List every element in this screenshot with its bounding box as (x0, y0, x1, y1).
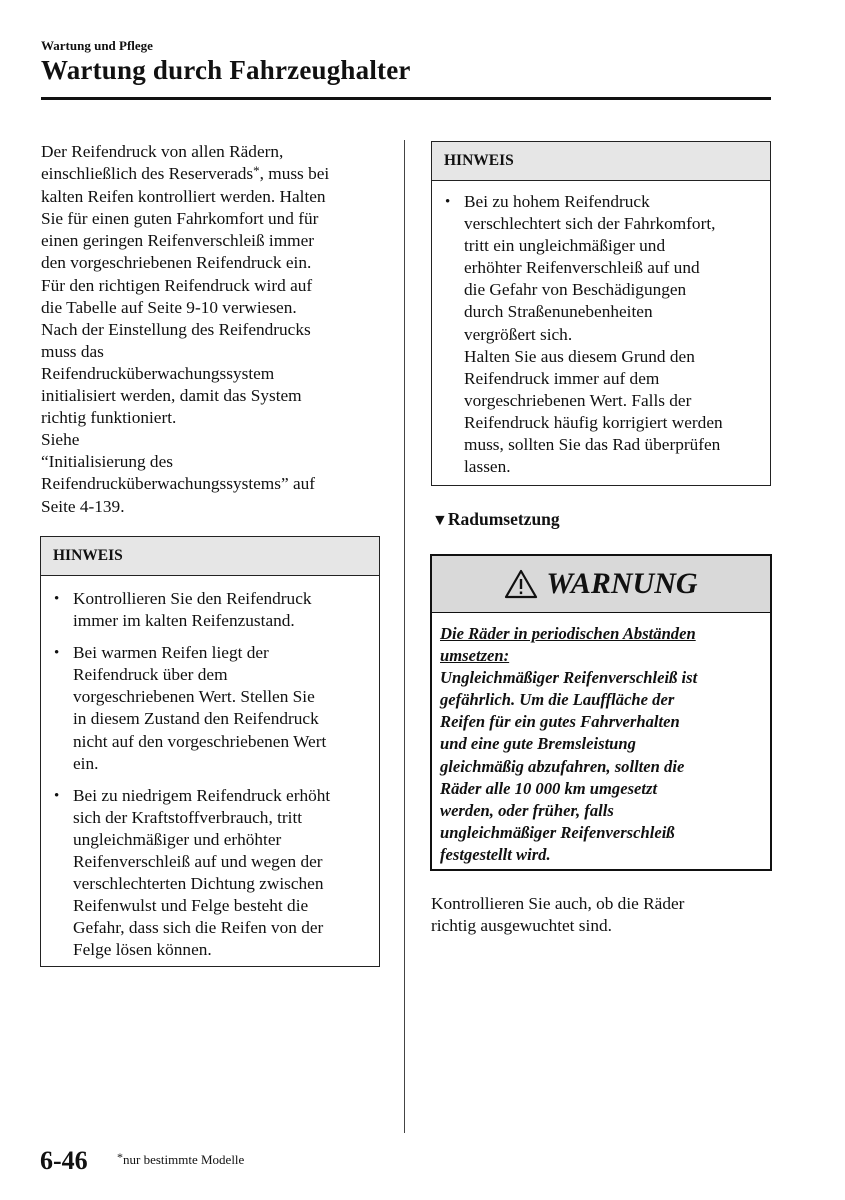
text-line: Halten Sie aus diesem Grund den (464, 346, 695, 366)
text-line: Für den richtigen Reifendruck wird auf (41, 275, 313, 295)
warning-heading-line: umsetzen: (440, 646, 510, 666)
text-line: richtig funktioniert. (41, 408, 177, 428)
footnote-text: nur bestimmte Modelle (123, 1152, 245, 1167)
hinweis-item (432, 191, 770, 478)
intro-text-block (41, 141, 381, 518)
text-line: initialisiert werden, damit das System (41, 386, 302, 406)
text-line: gefährlich. Um die Lauffläche der (440, 690, 675, 710)
text-line: lassen. (464, 457, 511, 477)
text-line: ein. (73, 753, 99, 773)
hinweis-box-left (40, 536, 380, 967)
reference-star-marker: * (253, 163, 260, 179)
text-line: werden, oder früher, falls (440, 800, 614, 820)
text-line (41, 163, 381, 186)
footnote (117, 1152, 244, 1168)
text-line: richtig ausgewuchtet sind. (431, 916, 612, 936)
text-fragment: , muss bei (259, 164, 330, 184)
text-line: muss das (41, 341, 104, 361)
text-line: Reifendruck immer auf dem (464, 368, 660, 388)
text-line: Nach der Einstellung des Reifendrucks (41, 319, 311, 339)
text-line: in diesem Zustand den Reifendruck (73, 709, 319, 729)
hinweis-list (41, 576, 379, 962)
hinweis-title: HINWEIS (41, 537, 379, 576)
warning-title: WARNUNG (546, 567, 698, 600)
text-line: kalten Reifen kontrolliert werden. Halten (41, 187, 326, 207)
text-line: gleichmäßig abzufahren, sollten die (440, 756, 685, 776)
text-line: Reifendrucküberwachungssystem (41, 363, 275, 383)
text-line: festgestellt wird. (440, 844, 551, 864)
hinweis-item (41, 642, 379, 775)
text-line: Siehe (41, 430, 80, 450)
warning-header (432, 556, 770, 613)
text-line: verschlechterten Dichtung zwischen (73, 874, 324, 894)
warning-body (432, 613, 770, 866)
intro-paragraph (41, 141, 381, 518)
text-line: • Bei zu hohem Reifendruck (464, 192, 650, 211)
text-line: Ungleichmäßiger Reifenverschleiß ist (440, 668, 698, 688)
text-line: Reifendruck häufig korrigiert werden (464, 412, 723, 432)
text-line: muss, sollten Sie das Rad überprüfen (464, 435, 721, 455)
column-divider (404, 140, 405, 1133)
hinweis-list (432, 181, 770, 478)
subheading-text: Radumsetzung (447, 509, 560, 529)
text-line: vergrößert sich. (464, 324, 573, 344)
subheading-radumsetzung (432, 509, 560, 530)
text-line: Gefahr, dass sich die Reifen von der (73, 918, 324, 938)
text-line: vorgeschriebenen Wert. Falls der (464, 390, 692, 410)
text-line: den vorgeschriebenen Reifendruck ein. (41, 253, 312, 273)
text-line: die Tabelle auf Seite 9-10 verwiesen. (41, 297, 297, 317)
text-line: Sie für einen guten Fahrkomfort und für (41, 209, 319, 229)
text-line: Seite 4-139. (41, 496, 125, 516)
text-line: Reifenverschleiß auf und wegen der (73, 852, 323, 872)
text-line: vorgeschriebenen Wert. Stellen Sie (73, 687, 315, 707)
text-line: durch Straßenunebenheiten (464, 302, 653, 322)
text-line: tritt ein ungleichmäßiger und (464, 236, 666, 256)
text-line: Reifen für ein gutes Fahrverhalten (440, 712, 680, 732)
text-line: und eine gute Bremsleistung (440, 734, 636, 754)
text-line: • Bei zu niedrigem Reifendruck erhöht (73, 785, 331, 805)
page-number: 6-46 (40, 1146, 88, 1175)
warning-heading-line: Die Räder in periodischen Abständen (440, 624, 696, 643)
text-line: verschlechtert sich der Fahrkomfort, (464, 214, 716, 234)
warning-triangle-icon (504, 569, 538, 599)
text-line: “Initialisierung des (41, 452, 173, 472)
section-label: Wartung und Pflege (41, 38, 153, 53)
hinweis-item (41, 588, 379, 632)
text-line: Reifendruck über dem (73, 665, 228, 685)
text-line: immer im kalten Reifenzustand. (73, 611, 295, 631)
text-line: Räder alle 10 000 km umgesetzt (440, 778, 658, 798)
footnote-star-marker: * (117, 1150, 123, 1164)
triangle-down-icon: ▼ (432, 512, 448, 529)
text-line: • Bei warmen Reifen liegt der (73, 643, 269, 663)
text-line: • Kontrollieren Sie den Reifendruck (73, 589, 312, 608)
title-divider (41, 97, 771, 100)
hinweis-item (41, 785, 379, 962)
text-line: erhöhter Reifenverschleiß auf und (464, 258, 700, 278)
text-line: Felge lösen können. (73, 940, 212, 960)
page-title: Wartung durch Fahrzeughalter (41, 55, 411, 85)
text-fragment: einschließlich des Reserverads (41, 164, 254, 184)
text-line: Reifenwulst und Felge besteht die (73, 896, 309, 916)
text-line: einen geringen Reifenverschleiß immer (41, 231, 315, 251)
text-line: die Gefahr von Beschädigungen (464, 280, 687, 300)
text-line: ungleichmäßiger und erhöhter (73, 829, 282, 849)
closing-paragraph (431, 893, 684, 937)
text-line: Der Reifendruck von allen Rädern, (41, 142, 284, 161)
text-line: Kontrollieren Sie auch, ob die Räder (431, 894, 685, 913)
text-line: ungleichmäßiger Reifenverschleiß (440, 822, 675, 842)
text-line: nicht auf den vorgeschriebenen Wert (73, 731, 327, 751)
text-line: Reifendrucküberwachungssystems” auf (41, 474, 316, 494)
text-line: sich der Kraftstoffverbrauch, tritt (73, 807, 303, 827)
hinweis-title: HINWEIS (432, 142, 770, 181)
hinweis-box-right (431, 141, 771, 486)
warning-box (430, 554, 772, 871)
